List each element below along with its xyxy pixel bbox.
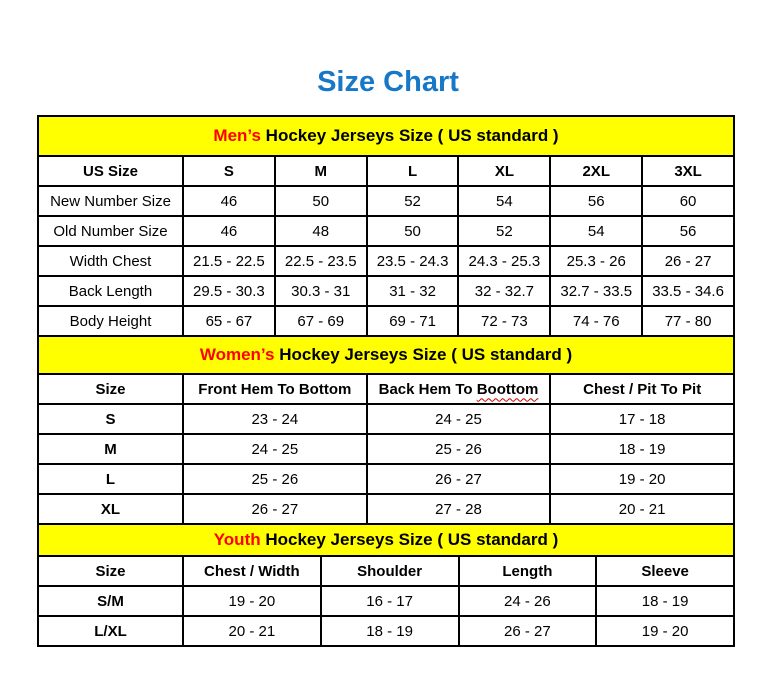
youth-table-row: [38, 616, 734, 646]
womens-value-cell: 26 - 27: [183, 494, 367, 524]
youth-value-cell: 16 - 17: [321, 586, 459, 616]
womens-value-cell: 19 - 20: [550, 464, 734, 494]
womens-table-row: [38, 434, 734, 464]
mens-value-cell: 74 - 76: [550, 306, 642, 336]
womens-header-row: [38, 374, 734, 404]
mens-value-cell: 60: [642, 186, 734, 216]
youth-value-cell: 26 - 27: [459, 616, 597, 646]
mens-value-cell: 33.5 - 34.6: [642, 276, 734, 306]
mens-value-cell: 21.5 - 22.5: [183, 246, 275, 276]
mens-column-header: S: [183, 156, 275, 186]
youth-column-header: Length: [459, 556, 597, 586]
mens-column-header: 2XL: [550, 156, 642, 186]
mens-value-cell: 31 - 32: [367, 276, 459, 306]
mens-value-cell: 46: [183, 186, 275, 216]
youth-column-header: Chest / Width: [183, 556, 321, 586]
womens-row-label: XL: [38, 494, 183, 524]
womens-banner-row: [38, 336, 734, 374]
womens-column-header: Size: [38, 374, 183, 404]
youth-header-row: [38, 556, 734, 586]
mens-column-header: XL: [458, 156, 550, 186]
mens-value-cell: 29.5 - 30.3: [183, 276, 275, 306]
womens-banner-highlight: Women’s: [199, 345, 275, 364]
womens-value-cell: 24 - 25: [183, 434, 367, 464]
youth-size-table: [37, 523, 735, 647]
mens-value-cell: 23.5 - 24.3: [367, 246, 459, 276]
youth-table-body: [38, 586, 734, 646]
mens-value-cell: 56: [550, 186, 642, 216]
mens-row-label: Old Number Size: [38, 216, 183, 246]
misspelled-word: Boottom: [476, 380, 539, 398]
mens-value-cell: 52: [367, 186, 459, 216]
mens-column-header: 3XL: [642, 156, 734, 186]
mens-row-label: Width Chest: [38, 246, 183, 276]
womens-value-cell: 17 - 18: [550, 404, 734, 434]
mens-value-cell: 32 - 32.7: [458, 276, 550, 306]
womens-value-cell: 27 - 28: [367, 494, 551, 524]
mens-row-label: Back Length: [38, 276, 183, 306]
womens-size-table: [37, 335, 735, 525]
mens-table-body: [38, 186, 734, 336]
mens-value-cell: 69 - 71: [367, 306, 459, 336]
youth-column-header: Size: [38, 556, 183, 586]
womens-value-cell: 24 - 25: [367, 404, 551, 434]
womens-row-label: M: [38, 434, 183, 464]
youth-column-header: Shoulder: [321, 556, 459, 586]
page-title: Size Chart: [317, 66, 459, 98]
youth-banner: [38, 524, 734, 556]
mens-row-label: Body Height: [38, 306, 183, 336]
mens-value-cell: 72 - 73: [458, 306, 550, 336]
youth-value-cell: 19 - 20: [596, 616, 734, 646]
youth-table-row: [38, 586, 734, 616]
mens-value-cell: 25.3 - 26: [550, 246, 642, 276]
mens-value-cell: 54: [458, 186, 550, 216]
youth-row-label: S/M: [38, 586, 183, 616]
mens-column-header: L: [367, 156, 459, 186]
youth-banner-row: [38, 524, 734, 556]
mens-size-table: [37, 115, 735, 337]
womens-column-header: Front Hem To Bottom: [183, 374, 367, 404]
mens-banner-row: [38, 116, 734, 156]
mens-column-header: M: [275, 156, 367, 186]
mens-table-row: [38, 306, 734, 336]
mens-value-cell: 52: [458, 216, 550, 246]
mens-column-header: US Size: [38, 156, 183, 186]
womens-value-cell: 26 - 27: [367, 464, 551, 494]
mens-value-cell: 22.5 - 23.5: [275, 246, 367, 276]
mens-value-cell: 77 - 80: [642, 306, 734, 336]
womens-banner-text: Hockey Jerseys Size ( US standard ): [274, 345, 573, 364]
womens-value-cell: 18 - 19: [550, 434, 734, 464]
mens-table-row: [38, 246, 734, 276]
youth-value-cell: 20 - 21: [183, 616, 321, 646]
womens-value-cell: 25 - 26: [367, 434, 551, 464]
mens-value-cell: 46: [183, 216, 275, 246]
mens-header-row: [38, 156, 734, 186]
mens-value-cell: 26 - 27: [642, 246, 734, 276]
mens-value-cell: 32.7 - 33.5: [550, 276, 642, 306]
mens-value-cell: 54: [550, 216, 642, 246]
womens-value-cell: 23 - 24: [183, 404, 367, 434]
mens-value-cell: 48: [275, 216, 367, 246]
mens-banner-highlight: Men’s: [213, 126, 261, 145]
mens-table-row: [38, 186, 734, 216]
youth-banner-highlight: Youth: [213, 530, 261, 549]
mens-value-cell: 65 - 67: [183, 306, 275, 336]
youth-value-cell: 18 - 19: [321, 616, 459, 646]
youth-value-cell: 18 - 19: [596, 586, 734, 616]
mens-row-label: New Number Size: [38, 186, 183, 216]
mens-value-cell: 67 - 69: [275, 306, 367, 336]
womens-table-body: [38, 404, 734, 524]
youth-column-header: Sleeve: [596, 556, 734, 586]
womens-table-row: [38, 404, 734, 434]
youth-value-cell: 24 - 26: [459, 586, 597, 616]
mens-table-row: [38, 216, 734, 246]
mens-value-cell: 30.3 - 31: [275, 276, 367, 306]
mens-table-row: [38, 276, 734, 306]
womens-row-label: L: [38, 464, 183, 494]
womens-value-cell: 25 - 26: [183, 464, 367, 494]
womens-column-header: [367, 374, 551, 404]
womens-row-label: S: [38, 404, 183, 434]
mens-value-cell: 56: [642, 216, 734, 246]
mens-value-cell: 24.3 - 25.3: [458, 246, 550, 276]
womens-column-header: Chest / Pit To Pit: [550, 374, 734, 404]
youth-banner-text: Hockey Jerseys Size ( US standard ): [260, 530, 559, 549]
mens-banner-text: Hockey Jerseys Size ( US standard ): [260, 126, 559, 145]
youth-row-label: L/XL: [38, 616, 183, 646]
youth-value-cell: 19 - 20: [183, 586, 321, 616]
mens-value-cell: 50: [367, 216, 459, 246]
womens-table-row: [38, 464, 734, 494]
womens-banner: [38, 336, 734, 374]
mens-value-cell: 50: [275, 186, 367, 216]
size-chart-tables: [37, 115, 735, 647]
header-word: Back Hem To: [378, 380, 477, 398]
mens-banner: [38, 116, 734, 156]
womens-table-row: [38, 494, 734, 524]
womens-value-cell: 20 - 21: [550, 494, 734, 524]
